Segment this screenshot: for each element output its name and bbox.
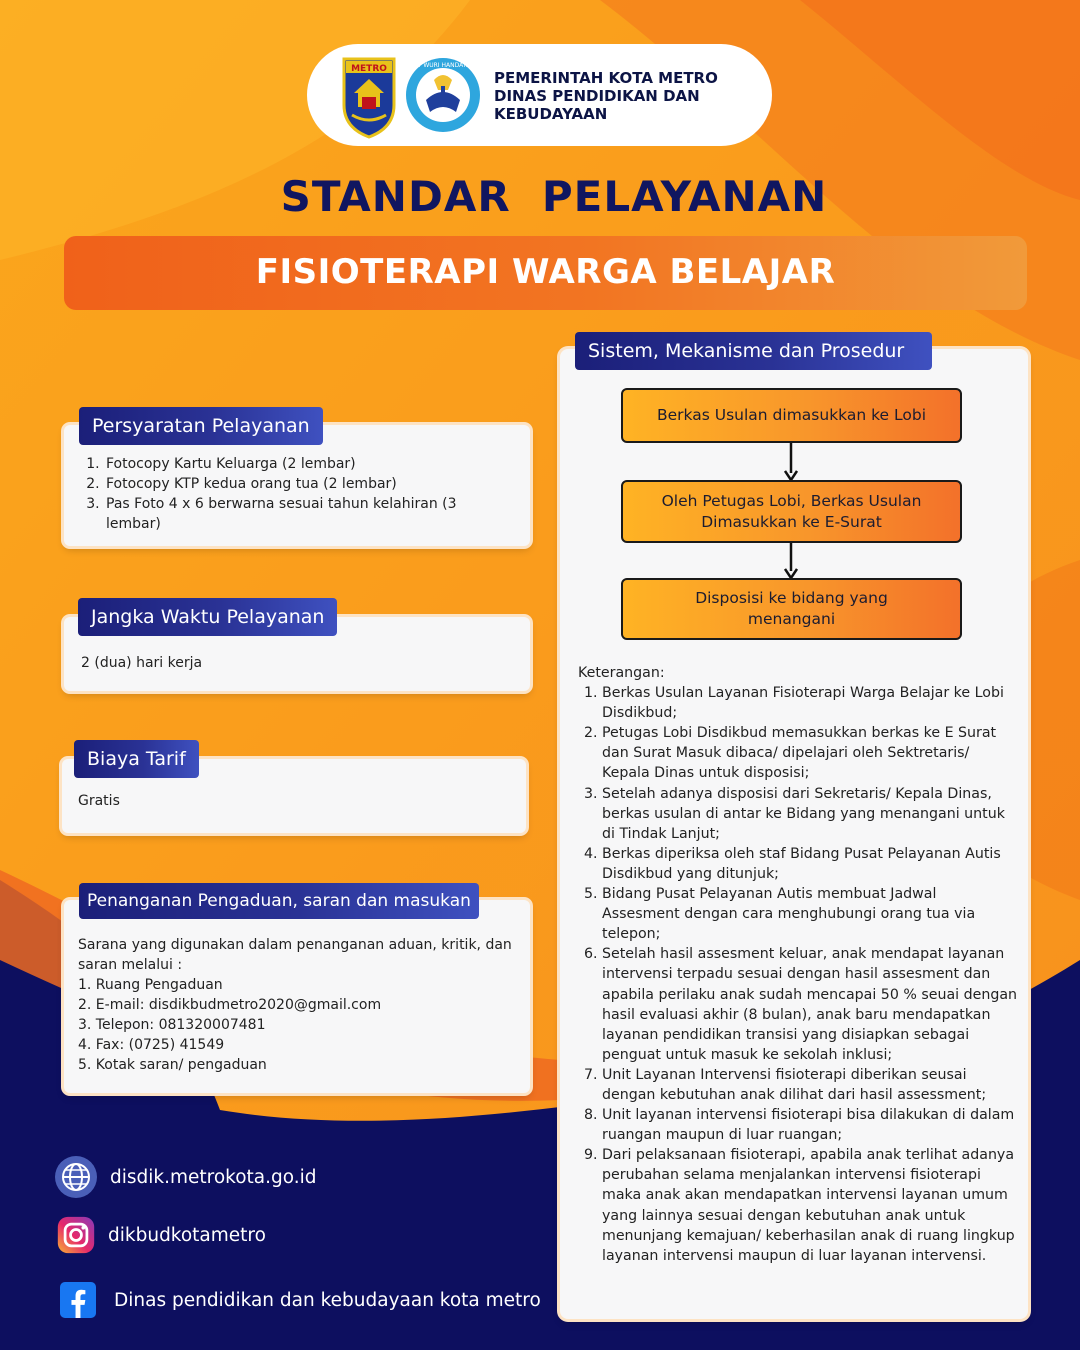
pengaduan-line: 1. Ruang Pengaduan [78, 977, 223, 993]
persyaratan-item: 2. Fotocopy KTP kedua orang tua (2 lembar) [104, 474, 504, 494]
tut-wuri-handayani-logo-icon [404, 56, 482, 134]
pengaduan-line: Sarana yang digunakan dalam penanganan aduan, kritik, dan saran melalui : [78, 937, 512, 973]
persyaratan-list [64, 454, 504, 534]
persyaratan-item: 1. Fotocopy Kartu Keluarga (2 lembar) [104, 454, 504, 474]
metro-logo-icon [340, 55, 398, 139]
svg-text:TUT WURI HANDAYANI: TUT WURI HANDAYANI [409, 62, 477, 69]
keterangan [578, 663, 1018, 1266]
arrow-down-icon [784, 543, 798, 579]
keterangan-item: 8. Unit layanan intervensi fisioterapi bisa dilakukan di dalam ruangan maupun di luar ruangan; [602, 1105, 1018, 1145]
instagram-contact[interactable] [56, 1215, 266, 1255]
biaya-text: Gratis [78, 793, 120, 809]
svg-text:METRO: METRO [351, 64, 387, 74]
website-text: disdik.metrokota.go.id [110, 1166, 317, 1188]
pengaduan-line: 5. Kotak saran/ pengaduan [78, 1057, 267, 1073]
facebook-text: Dinas pendidikan dan kebudayaan kota metro [114, 1289, 541, 1311]
persyaratan-label: Persyaratan Pelayanan [79, 407, 323, 445]
pengaduan-line: 4. Fax: (0725) 41549 [78, 1037, 225, 1053]
pengaduan-line: 2. E-mail: disdikbudmetro2020@gmail.com [78, 997, 382, 1013]
pengaduan-line: 3. Telepon: 081320007481 [78, 1017, 266, 1033]
flow-step-2: Oleh Petugas Lobi, Berkas Usulan Dimasukkan ke E-Surat [621, 480, 962, 543]
pengaduan-label: Penanganan Pengaduan, saran dan masukan [79, 883, 479, 919]
prosedur-label: Sistem, Mekanisme dan Prosedur [575, 332, 932, 370]
jangka-waktu-label: Jangka Waktu Pelayanan [78, 598, 337, 636]
keterangan-item: 3. Setelah adanya disposisi dari Sekretaris/ Kepala Dinas, berkas usulan di antar ke Bidang yang menangani untuk di Tindak Lanjut; [602, 784, 1018, 844]
keterangan-item: 4. Berkas diperiksa oleh staf Bidang Pusat Pelayanan Autis Disdikbud yang ditunjuk; [602, 844, 1018, 884]
facebook-contact[interactable] [60, 1282, 541, 1318]
subtitle-banner [64, 236, 1027, 310]
keterangan-item: 5. Bidang Pusat Pelayanan Autis membuat Jadwal Assesment dengan cara menghubungi orang tua via telepon; [602, 884, 1018, 944]
facebook-icon [60, 1282, 96, 1318]
keterangan-item: 7. Unit Layanan Intervensi fisioterapi diberikan seusai dengan kebutuhan anak dilihat dari hasil assessment; [602, 1065, 1018, 1105]
keterangan-title: Keterangan: [578, 665, 665, 681]
page-title: STANDAR PELAYANAN [280, 172, 828, 221]
org-line-3: KEBUDAYAAN [494, 105, 608, 123]
pengaduan-card [64, 900, 530, 1093]
jangka-waktu-text: 2 (dua) hari kerja [81, 655, 203, 671]
org-name [494, 69, 764, 123]
keterangan-item: 2. Petugas Lobi Disdikbud memasukkan berkas ke E Surat dan Surat Masuk dibaca/ dipelajari oleh Sektretaris/ Kepala Dinas untuk disposisi; [602, 723, 1018, 783]
website-contact[interactable] [54, 1155, 317, 1199]
org-line-1: PEMERINTAH KOTA METRO [494, 69, 718, 87]
flow-step-3: Disposisi ke bidang yang menangani [621, 578, 962, 640]
keterangan-item: 9. Dari pelaksanaan fisioterapi, apabila anak terlihat adanya perubahan selama menjalankan intervensi fisioterapi maka anak akan mendapatkan intervensi layanan umum yang lainnya sesuai dengan kebutuhan anak untuk menunjang kemajuan/ keberhasilan anak di ruang lingkup layanan intervensi maupun di luar layanan intervensi. [602, 1145, 1018, 1266]
arrow-down-icon [784, 443, 798, 481]
biaya-label: Biaya Tarif [74, 740, 199, 778]
keterangan-item: 6. Setelah hasil assesment keluar, anak mendapat layanan intervensi terpadu sesuai dengan hasil assesment dan apabila perilaku anak sudah mencapai 50 % seuai dengan hasil evaluasi akhir (8 bulan), anak baru mendapatkan layanan pendidikan transisi yang disiapkan sebagai penguat untuk masuk ke sekolah inklusi; [602, 944, 1018, 1065]
instagram-text: dikbudkotametro [108, 1224, 266, 1246]
flow-step-1: Berkas Usulan dimasukkan ke Lobi [621, 388, 962, 443]
persyaratan-item: 3. Pas Foto 4 x 6 berwarna sesuai tahun kelahiran (3 lembar) [104, 494, 504, 534]
instagram-icon [56, 1215, 96, 1255]
pengaduan-text [78, 935, 518, 1075]
subtitle-text: FISIOTERAPI WARGA BELAJAR [255, 252, 836, 292]
globe-icon [54, 1155, 98, 1199]
keterangan-item: 1. Berkas Usulan Layanan Fisioterapi Warga Belajar ke Lobi Disdikbud; [602, 683, 1018, 723]
org-line-2: DINAS PENDIDIKAN DAN [494, 87, 700, 105]
